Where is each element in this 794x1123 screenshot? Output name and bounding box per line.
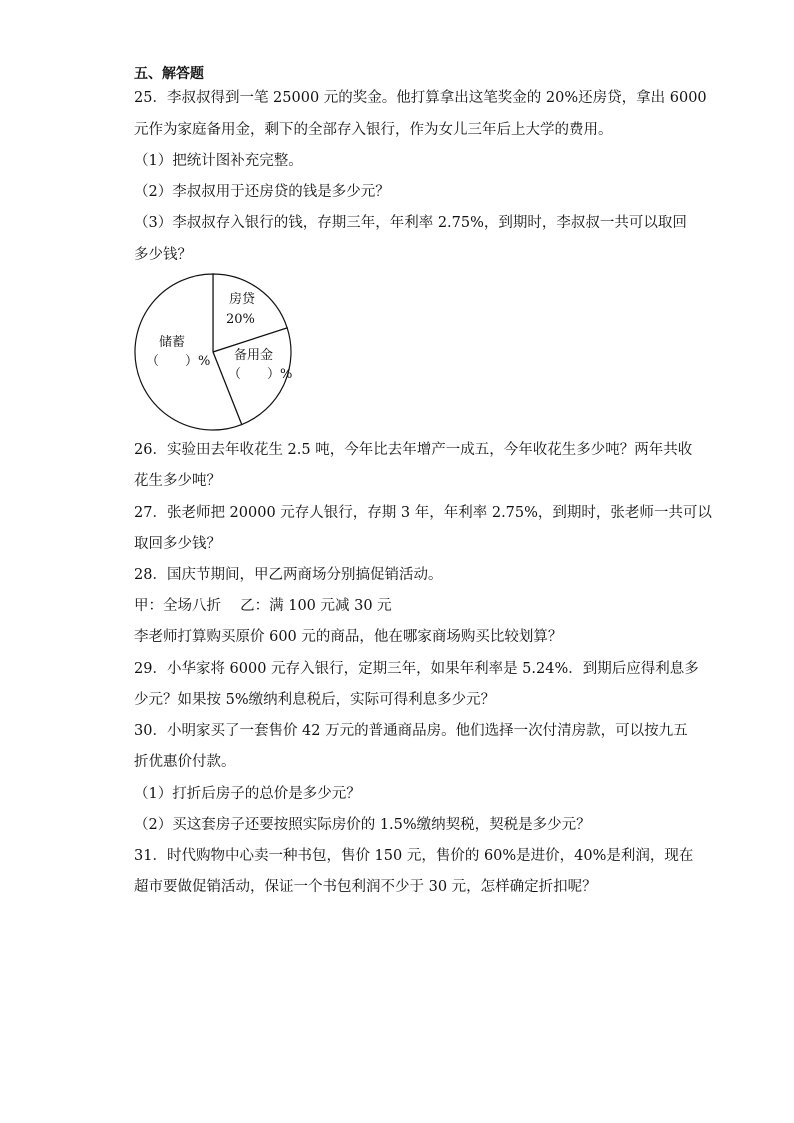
pie-value-savings: （ ）% bbox=[146, 354, 211, 369]
q29-line1: 29．小华家将 6000 元存入银行，定期三年，如果年利率是 5.24%．到期后应得利息多 bbox=[134, 661, 699, 677]
pie-label-reserve: 备用金 bbox=[234, 348, 274, 363]
q25-sub3-line1: （3）李叔叔存入银行的钱，存期三年，年利率 2.75%，到期时，李叔叔一共可以取回 bbox=[134, 215, 687, 231]
q27-line2: 取回多少钱？ bbox=[134, 536, 221, 552]
q25-sub2: （2）李叔叔用于还房贷的钱是多少元？ bbox=[134, 184, 390, 200]
pie-value-reserve: （ ）% bbox=[228, 367, 293, 382]
q31-line1: 31．时代购物中心卖一种书包，售价 150 元，售价的 60%是进价，40%是利润，现在 bbox=[134, 848, 694, 864]
pie-label-loan: 房贷 bbox=[229, 292, 256, 307]
q25-sub1: （1）把统计图补充完整。 bbox=[134, 153, 303, 169]
q26-line2: 花生多少吨？ bbox=[134, 473, 221, 489]
pie-chart-svg bbox=[133, 272, 293, 432]
pie-label-savings: 储蓄 bbox=[159, 335, 186, 350]
q28-line3: 李老师打算购买原价 600 元的商品，他在哪家商场购买比较划算？ bbox=[134, 629, 563, 645]
q25-line1: 25．李叔叔得到一笔 25000 元的奖金。他打算拿出这笔奖金的 20%还房贷，拿出 6000 bbox=[134, 90, 707, 106]
q27-line1: 27．张老师把 20000 元存人银行，存期 3 年，年利率 2.75%，到期时，张老师一共可以 bbox=[134, 505, 712, 521]
q25-line2: 元作为家庭备用金，剩下的全部存入银行，作为女儿三年后上大学的费用。 bbox=[134, 122, 613, 138]
q28-line1: 28．国庆节期间，甲乙两商场分别搞促销活动。 bbox=[134, 567, 443, 583]
section-title: 五、解答题 bbox=[134, 66, 204, 82]
q28-line2: 甲：全场八折 乙：满 100 元减 30 元 bbox=[134, 598, 392, 614]
pie-value-loan: 20% bbox=[226, 312, 255, 327]
q30-sub1: （1）打折后房子的总价是多少元？ bbox=[134, 786, 361, 802]
q30-line1: 30．小明家买了一套售价 42 万元的普通商品房。他们选择一次付清房款，可以按九五 bbox=[134, 723, 688, 739]
q26-line1: 26．实验田去年收花生 2.5 吨，今年比去年增产一成五，今年收花生多少吨？两年共收 bbox=[134, 442, 693, 458]
q29-line2: 少元？如果按 5%缴纳利息税后，实际可得利息多少元？ bbox=[134, 692, 496, 708]
q30-sub2: （2）买这套房子还要按照实际房价的 1.5%缴纳契税，契税是多少元？ bbox=[134, 817, 591, 833]
q25-sub3-line2: 多少钱？ bbox=[134, 247, 192, 263]
q31-line2: 超市要做促销活动，保证一个书包利润不少于 30 元，怎样确定折扣呢？ bbox=[134, 879, 597, 895]
q30-line2: 折优惠价付款。 bbox=[134, 754, 236, 770]
pie-chart bbox=[133, 272, 293, 432]
